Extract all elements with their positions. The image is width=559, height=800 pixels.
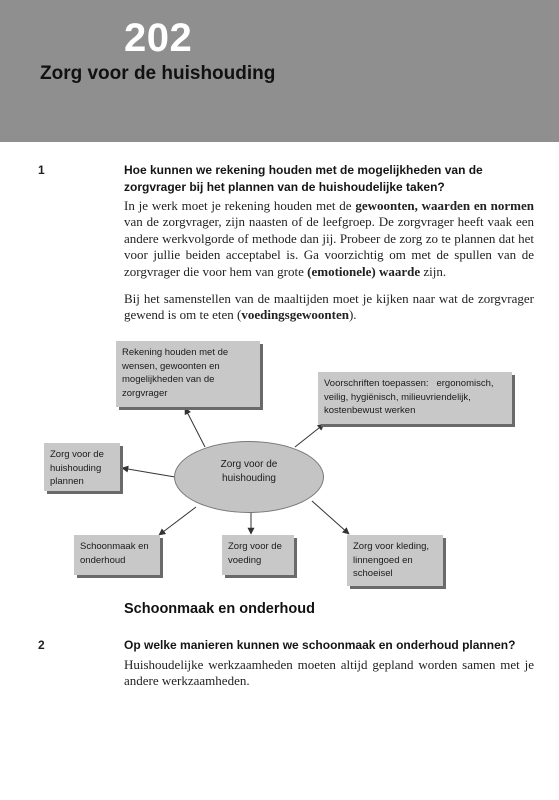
question-number: 1 (38, 163, 45, 177)
emphasis-text: voedingsgewoonten (241, 307, 349, 323)
question-number: 2 (38, 638, 45, 652)
box-line: huishouding (50, 462, 102, 474)
box-cleaning-maintenance (74, 535, 160, 575)
box-line: mogelijkheden van de (122, 374, 215, 385)
paragraph-text: ). (348, 307, 357, 323)
box-line: wensen, gewoonten en (122, 360, 220, 372)
question-line: Hoe kunnen we rekening houden met de mogelijkheden van de (124, 163, 483, 177)
paragraph-text: Bij het samenstellen van de maaltijden moet je kijken naar wat de zorgvrager gewend is om te eten ( (124, 291, 534, 323)
paragraph-text: van de zorgvrager, zijn naasten of de leefgroep. De zorgvrager heeft vaak een andere werkvolgorde of methode dan jij. Probeer de zorg zo te plannen dat het voor jullie beiden acceptabel is. Ga voorzichtig om met de spullen van de zorgvrager die voor hem van grote (124, 214, 534, 279)
emphasis-text: (emotionele) waarde (307, 263, 421, 279)
box-line: kostenbewust werken (324, 405, 416, 416)
box-line: linnengoed en (353, 554, 413, 566)
box-plan-household (44, 443, 120, 491)
box-line: Zorg voor de (50, 449, 104, 460)
question-line: zorgvrager bij het plannen van de huishoudelijke taken? (124, 180, 445, 194)
hub-label (174, 458, 324, 486)
box-line: veilig, hygiënisch, milieuvriendelijk, (324, 391, 471, 403)
box-line: zorgvrager (122, 387, 168, 399)
hub-line: Zorg voor de (220, 459, 278, 470)
box-clothing-care (347, 535, 443, 586)
connector-arrow (122, 468, 175, 477)
paragraph-text: In je werk moet je rekening houden met de (124, 198, 356, 213)
box-regulations (318, 372, 512, 424)
box-line: Zorg voor kleding, (353, 541, 430, 552)
connector-arrow (185, 408, 205, 447)
paragraph-text: zijn. (420, 263, 447, 279)
hub-line: huishouding (222, 473, 276, 484)
connector-arrow (312, 501, 349, 534)
box-food-care (222, 535, 294, 575)
question-text: Op welke manieren kunnen we schoonmaak en onderhoud plannen? (124, 638, 516, 652)
box-line: plannen (50, 476, 84, 487)
body-paragraph: Huishoudelijke werkzaamheden moeten altijd gepland worden samen met je andere werkzaamheden. (124, 657, 534, 689)
box-line: Voorschriften toepassen: ergonomisch, (324, 378, 494, 389)
box-line: schoeisel (353, 568, 393, 579)
connector-arrow (159, 507, 196, 535)
box-line: Rekening houden met de (122, 347, 229, 358)
box-consider-wishes (116, 341, 260, 407)
box-line: voeding (228, 554, 262, 566)
section-heading: Schoonmaak en onderhoud (124, 601, 315, 617)
box-line: Zorg voor de (228, 541, 282, 552)
box-line: onderhoud (80, 554, 126, 566)
emphasis-text: gewoonten, waarden en normen (355, 198, 535, 213)
connector-arrow (295, 424, 324, 447)
chapter-title: Zorg voor de huishouding (40, 63, 276, 84)
page-number: 202 (124, 16, 193, 60)
box-line: Schoonmaak en (80, 541, 149, 552)
